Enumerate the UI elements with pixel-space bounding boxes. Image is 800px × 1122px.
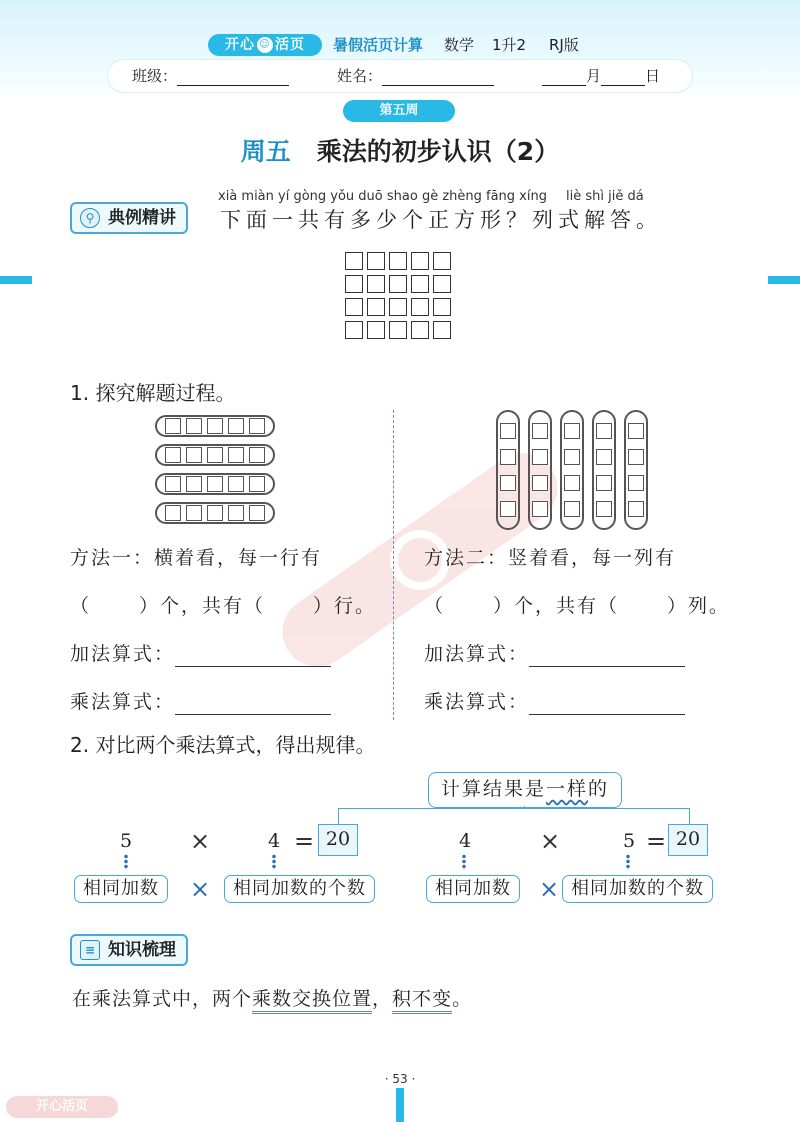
grade-label: 1升2: [492, 36, 527, 54]
class-field[interactable]: [132, 66, 289, 86]
square: [165, 418, 181, 434]
square: [345, 298, 363, 316]
mul-label: 乘法算式：: [70, 691, 176, 713]
square: [345, 321, 363, 339]
square: [500, 475, 516, 491]
eq1-addend-count-tag: 相同加数的个数: [224, 875, 375, 903]
page-title: [0, 134, 800, 170]
method2-add-row: [424, 641, 685, 667]
square: [345, 252, 363, 270]
square: [367, 321, 385, 339]
summary-text-c: ，: [372, 988, 393, 1010]
eq2-times: ×: [540, 827, 561, 855]
square: [345, 275, 363, 293]
square: [500, 423, 516, 439]
method1-end-text: ）行。: [313, 595, 377, 617]
summary-text-a: 在乘法算式中，两个: [72, 988, 253, 1010]
add-label: 加法算式：: [424, 643, 530, 665]
add-label: 加法算式：: [70, 643, 176, 665]
method2-add-answer[interactable]: [529, 646, 685, 667]
eq1-result: 20: [318, 824, 358, 856]
example-section-label: [70, 202, 188, 234]
square: [564, 449, 580, 465]
square: [433, 321, 451, 339]
eq1-dots-a: [124, 854, 128, 870]
page-title-topic: 乘法的初步认识（2）: [316, 137, 560, 166]
brand-logo: [208, 34, 322, 56]
square: [207, 418, 223, 434]
summary-emph-product: 积不变: [392, 988, 452, 1014]
square: [433, 252, 451, 270]
column-grouping-figure: [496, 410, 648, 530]
q2-heading: 2. 对比两个乘法算式，得出规律。: [70, 733, 376, 757]
eq2-dots-a: [462, 854, 466, 870]
callout-bracket: [338, 808, 690, 825]
name-blank[interactable]: [382, 69, 494, 86]
square: [367, 275, 385, 293]
callout-text-c: 的: [588, 778, 610, 800]
square: [389, 275, 407, 293]
square: [532, 423, 548, 439]
result-same-callout: [428, 772, 622, 808]
day-blank[interactable]: [601, 69, 645, 86]
logo-text-left: 开心: [225, 37, 255, 53]
square: [228, 476, 244, 492]
class-blank[interactable]: [177, 69, 289, 86]
example-label-text: 典例精讲: [108, 208, 176, 228]
summary-text-e: 。: [452, 988, 473, 1010]
square: [207, 447, 223, 463]
square: [165, 476, 181, 492]
eq1-times: ×: [190, 827, 211, 855]
method1-add-answer[interactable]: [175, 646, 331, 667]
column-pill: [624, 410, 648, 530]
square: [433, 275, 451, 293]
square: [411, 252, 429, 270]
square: [367, 252, 385, 270]
column-pill: [496, 410, 520, 530]
method-divider: [393, 410, 394, 720]
page-bar: [396, 1088, 404, 1122]
method1-mul-row: [70, 689, 331, 715]
square-grid: [345, 252, 451, 339]
edition-label: RJ版: [549, 36, 579, 54]
question-pinyin-2: liè shì jiě dá: [566, 189, 644, 204]
week-tab: 第五周: [343, 100, 455, 122]
square: [411, 298, 429, 316]
column-pill: [560, 410, 584, 530]
square: [628, 449, 644, 465]
column-pill: [528, 410, 552, 530]
question-pinyin: xià miàn yí gòng yǒu duō shao gè zhèng fāng xíng: [218, 189, 547, 204]
month-blank[interactable]: [542, 69, 586, 86]
square: [532, 449, 548, 465]
square: [207, 505, 223, 521]
subject-label: 数学: [444, 36, 475, 54]
method2-middle-text: ）个，共有（: [493, 595, 620, 617]
square: [564, 475, 580, 491]
eq2-tag-times: ×: [539, 875, 560, 903]
square: [228, 505, 244, 521]
row-grouping-figure: [155, 415, 275, 531]
series-title: 暑假活页计算: [333, 36, 424, 54]
callout-text-emph: 一样: [545, 778, 588, 800]
row-pill: [155, 444, 275, 466]
square: [228, 447, 244, 463]
square: [411, 321, 429, 339]
method1-mul-answer[interactable]: [175, 694, 331, 715]
name-field[interactable]: [337, 66, 494, 86]
eq1-same-addend-tag: 相同加数: [74, 875, 168, 903]
book-icon: ≡: [80, 940, 100, 960]
paren-open: （: [424, 595, 446, 617]
magnifier-icon: ⚲: [80, 208, 100, 228]
footer-logo: 开心活页: [6, 1096, 118, 1118]
eq2-same-addend-tag: 相同加数: [426, 875, 520, 903]
eq2-dots-b: [626, 854, 630, 870]
method2-line2: [424, 593, 730, 619]
day-label: 日: [645, 67, 661, 85]
square: [564, 423, 580, 439]
method1-middle-text: ）个，共有（: [139, 595, 266, 617]
eq1-factor-b: 4: [268, 830, 281, 852]
square: [249, 505, 265, 521]
row-pill: [155, 473, 275, 495]
method1-line2: [70, 593, 376, 619]
method2-mul-row: [424, 689, 685, 715]
square: [367, 298, 385, 316]
square: [186, 418, 202, 434]
square: [628, 423, 644, 439]
square: [228, 418, 244, 434]
method1-line1: 方法一：横着看，每一行有: [70, 547, 323, 569]
square: [186, 505, 202, 521]
mul-label: 乘法算式：: [424, 691, 530, 713]
square: [596, 449, 612, 465]
eq1-dots-b: [272, 854, 276, 870]
square: [500, 449, 516, 465]
square: [628, 475, 644, 491]
square: [532, 475, 548, 491]
square: [186, 476, 202, 492]
square: [389, 252, 407, 270]
eq2-addend-count-tag: 相同加数的个数: [562, 875, 713, 903]
square: [596, 475, 612, 491]
square: [564, 501, 580, 517]
logo-smile-icon: ☺: [257, 37, 273, 53]
square: [389, 298, 407, 316]
class-label: 班级：: [132, 67, 178, 85]
eq1-tag-times: ×: [190, 875, 211, 903]
name-label: 姓名：: [337, 67, 383, 85]
callout-stem: [524, 806, 525, 808]
eq2-factor-b: 5: [623, 830, 636, 852]
method2-mul-answer[interactable]: [529, 694, 685, 715]
knowledge-summary: [72, 984, 472, 1014]
eq2-result: 20: [668, 824, 708, 856]
eq1-factor-a: 5: [120, 830, 133, 852]
method1-add-row: [70, 641, 331, 667]
eq2-factor-a: 4: [459, 830, 472, 852]
method2-end-text: ）列。: [667, 595, 731, 617]
left-side-tab: [0, 276, 32, 284]
eq1-equals: =: [294, 827, 315, 855]
square: [249, 476, 265, 492]
method2-line1: 方法二：竖着看，每一列有: [424, 547, 677, 569]
paren-open: （: [70, 595, 92, 617]
square: [532, 501, 548, 517]
square: [207, 476, 223, 492]
square: [596, 423, 612, 439]
square: [165, 447, 181, 463]
example-question: 下面一共有多少个正方形？列式解答。: [220, 208, 662, 232]
callout-text-a: 计算结果是: [440, 778, 546, 800]
knowledge-section-label: [70, 934, 188, 966]
square: [411, 275, 429, 293]
square: [249, 418, 265, 434]
square: [249, 447, 265, 463]
q1-heading: 1. 探究解题过程。: [70, 381, 236, 405]
square: [389, 321, 407, 339]
summary-emph-swap: 乘数交换位置: [252, 988, 372, 1014]
row-pill: [155, 415, 275, 437]
eq2-equals: =: [646, 827, 667, 855]
right-side-tab: [768, 276, 800, 284]
square: [165, 505, 181, 521]
row-pill: [155, 502, 275, 524]
date-field[interactable]: [542, 66, 660, 86]
column-pill: [592, 410, 616, 530]
logo-text-right: 活页: [275, 37, 305, 53]
page-number: · 53 ·: [384, 1072, 416, 1086]
square: [186, 447, 202, 463]
square: [596, 501, 612, 517]
page-title-day: 周五: [240, 137, 291, 166]
knowledge-label-text: 知识梳理: [108, 940, 176, 960]
month-label: 月: [586, 67, 602, 85]
square: [500, 501, 516, 517]
square: [628, 501, 644, 517]
square: [433, 298, 451, 316]
